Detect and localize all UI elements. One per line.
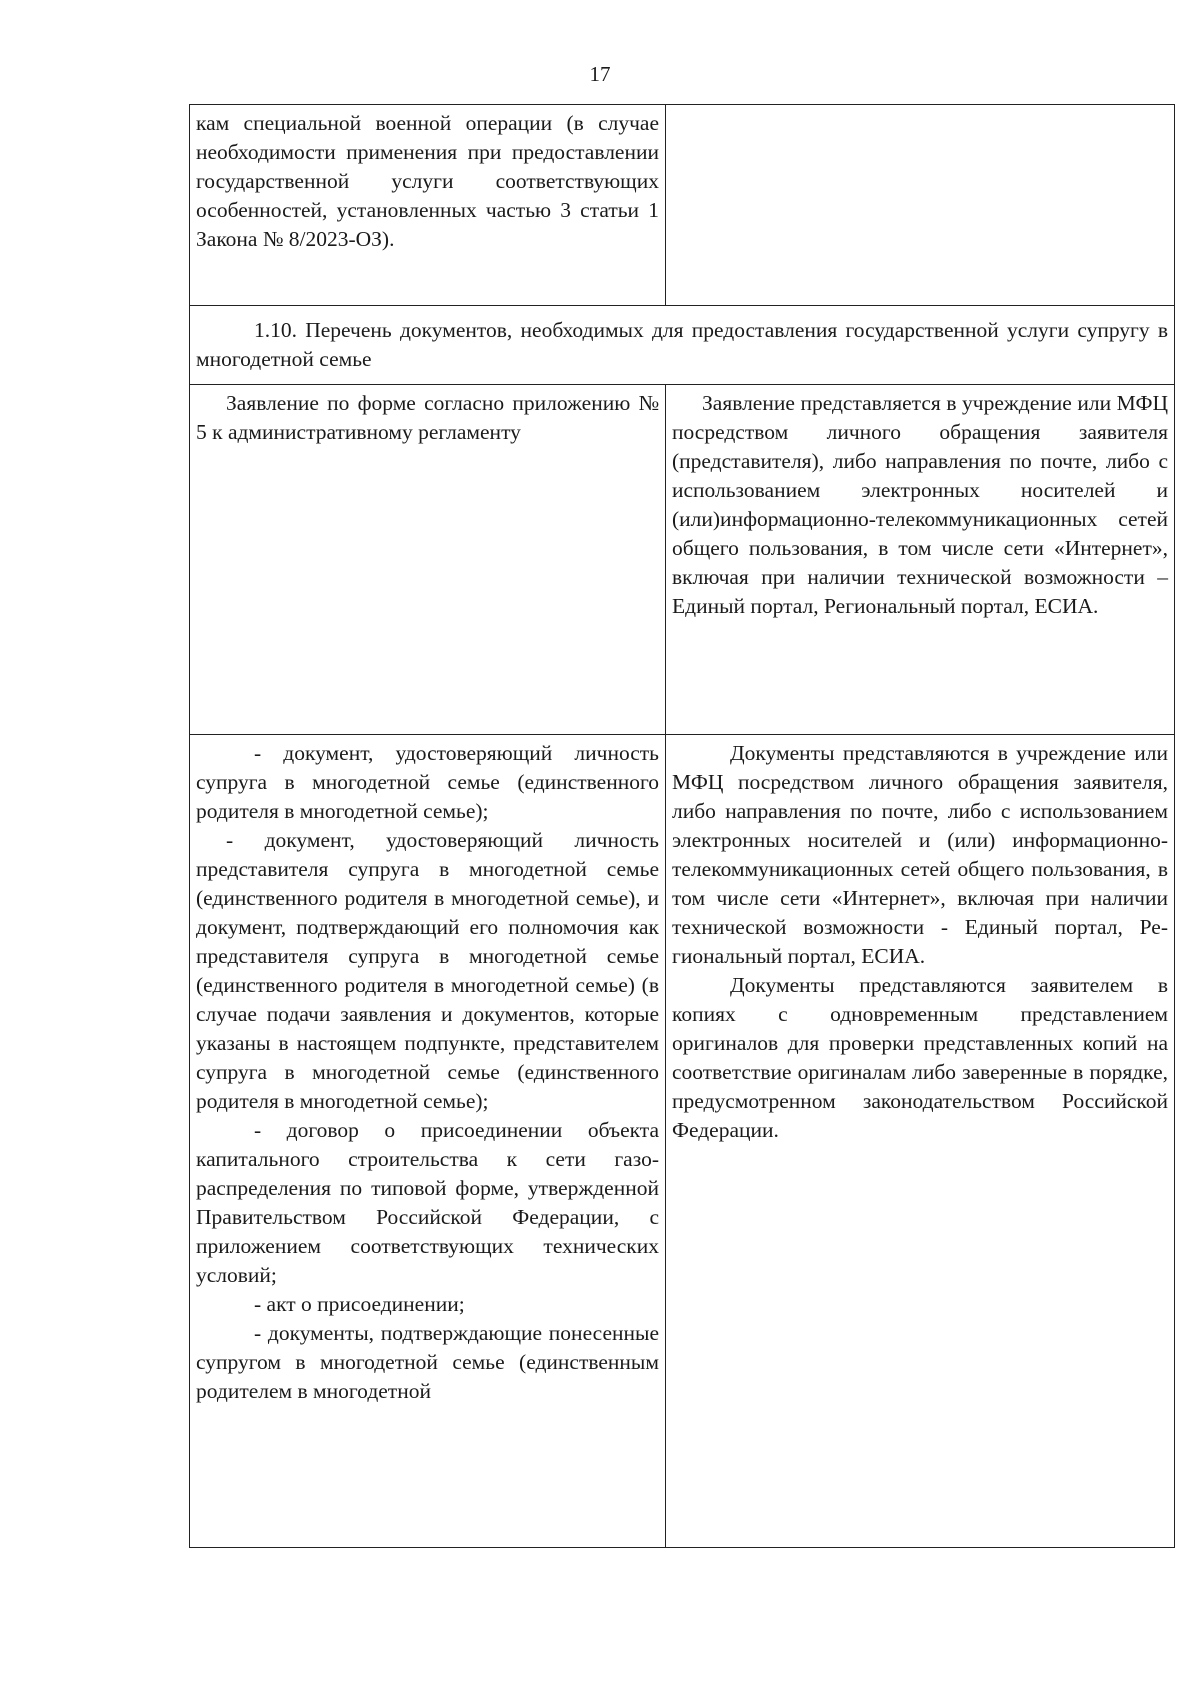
application-submission-method: Заявление представляется в учреждение или МФЦ посредством личного обращения заявителя (представителя), либо направления по почте, либо с использованием электронных носителей и (или)информационно-телекоммуникационных сетей общего пользования, в том числе сети «Интернет», включая при наличии технической возможности – Единый портал, Региональный портал, ЕСИА. — [672, 391, 1168, 618]
continuation-right-cell — [666, 105, 1175, 306]
application-name: Заявление по форме согласно приложению № 5 к административному регламенту — [196, 391, 659, 444]
table-row-application — [190, 385, 1175, 735]
documents-table — [189, 104, 1175, 1548]
documents-left-cell — [190, 735, 666, 1548]
continuation-text: кам специальной военной операции (в случае необходимости применения при предоставлении государственной услуги соответствующих особенностей, установленных частью 3 статьи 1 Закона № 8/2023-ОЗ). — [196, 111, 659, 251]
document-item: - акт о присоединении; — [254, 1292, 465, 1316]
document-item: - документ, удостоверяющий личность супруга в многодетной семье (единственного родителя в многодетной семье); — [196, 741, 659, 823]
document-item: - документ, удостоверяющий личность представителя супруга в многодетной семье (единственного родителя в многодетной семье), и документ, подтверждающий его полномочия как представителя супруга в многодетной семье (единственного родителя в многодетной семье) (в случае подачи заявления и документов, которые указаны в настоящем подпункте, представителем супруга в многодетной семье (единственного родителя в многодетной семье); — [196, 828, 659, 1113]
table-row-section-heading — [190, 306, 1175, 385]
documents-right-cell — [666, 735, 1175, 1548]
section-heading: 1.10. Перечень документов, необходимых для предоставления государственной услуги супругу в многодетной семье — [196, 318, 1168, 371]
documents-copies-note: Документы представляются заявителем в копиях с одновременным представлением оригиналов для проверки представленных копий на соответствие оригиналам либо заверенные в порядке, предусмотренном законодательством Российской Федерации. — [672, 973, 1168, 1142]
document-item: - документы, подтверждающие понесенные супругом в многодетной семье (единственным родителем в многодетной — [196, 1321, 659, 1403]
document-item: - договор о присоединении объекта капитального строительства к сети газораспределения по типовой форме, утвержденной Правительством Российской Федерации, с приложением соответствующих технических условий; — [196, 1118, 659, 1287]
continuation-left-cell — [190, 105, 666, 306]
table-row-documents — [190, 735, 1175, 1548]
page-number: 17 — [589, 62, 611, 86]
application-right-cell — [666, 385, 1175, 735]
application-left-cell — [190, 385, 666, 735]
table-row-continuation — [190, 105, 1175, 306]
section-heading-cell — [190, 306, 1175, 385]
documents-submission-method: Документы представляются в учреждение или МФЦ посредством личного обращения заявителя, либо направления по почте, либо с использованием электронных носителей и (или) информационно-телекоммуникационных сетей общего пользования, в том числе сети «Интернет», включая при наличии технической возможности - Единый портал, Региональный портал, ЕСИА. — [672, 741, 1168, 968]
